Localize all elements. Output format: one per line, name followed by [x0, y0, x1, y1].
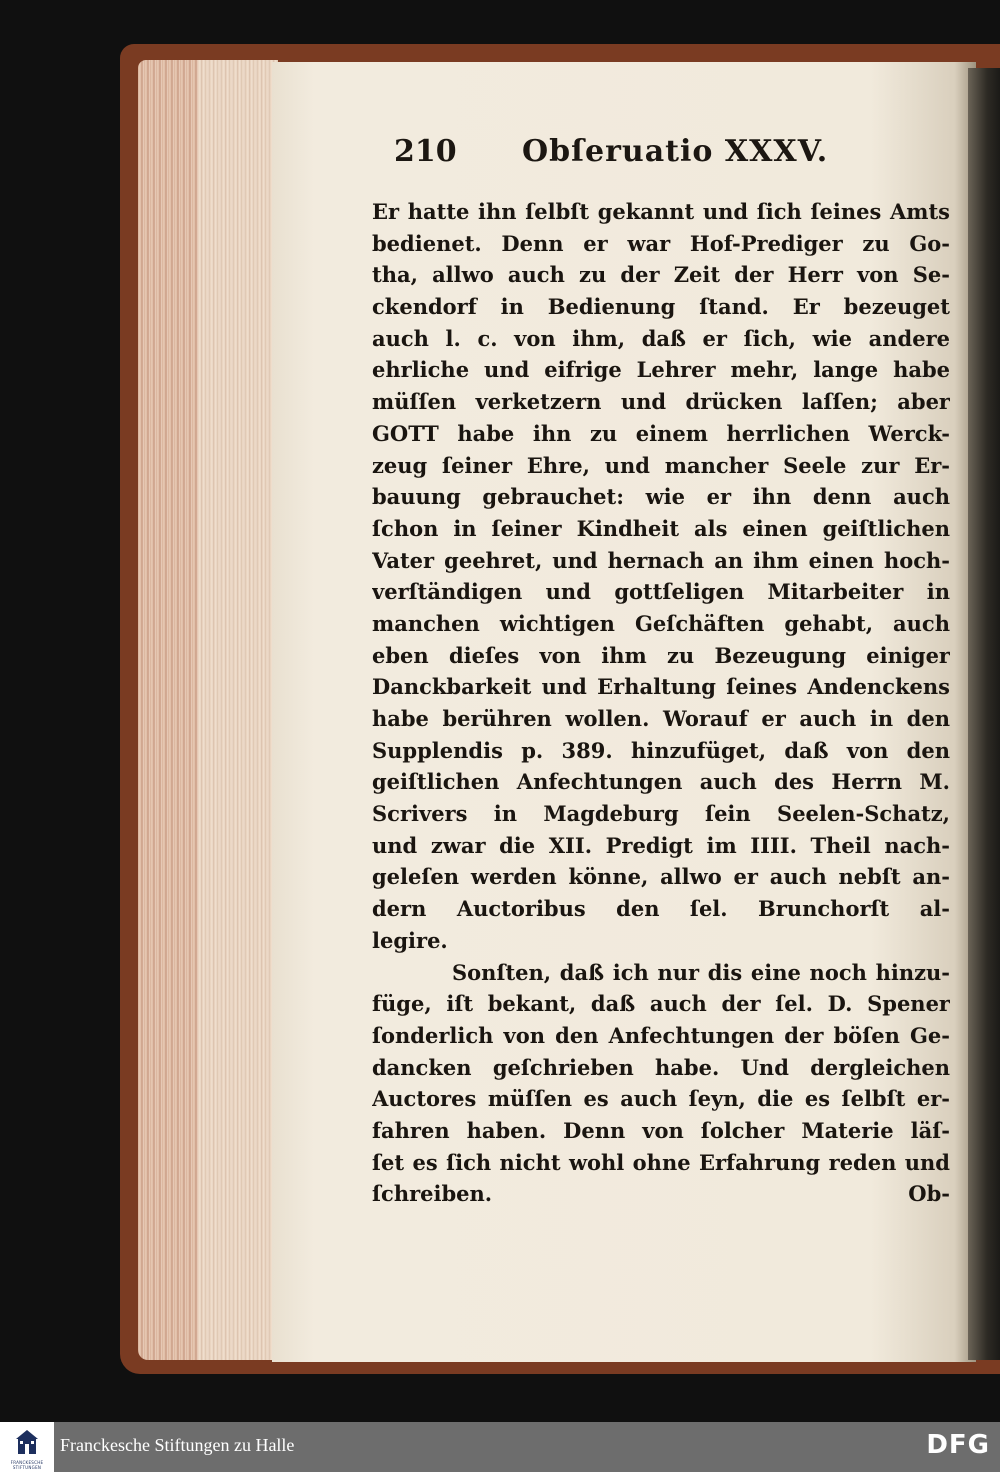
page-number: 210 — [394, 134, 457, 169]
text-line: dancken geſchrieben habe. Und dergleichen — [372, 1054, 950, 1080]
body-text — [372, 196, 950, 1210]
text-line: Sonſten, daß ich nur dis eine noch hinzu- — [452, 959, 950, 985]
text-line: füge, iſt bekant, daß auch der ſel. D. Spener — [372, 991, 950, 1017]
text-line: fahren haben. Denn von ſolcher Materie läſ- — [372, 1117, 950, 1143]
text-line: Vater geehret, und hernach an ihm einen hoch- — [372, 547, 950, 573]
franckesche-stiftungen-logo-icon[interactable] — [0, 1422, 54, 1472]
text-line: ſchon in ſeiner Kindheit als einen geiſtlichen — [372, 515, 950, 541]
running-head: Obſeruatio XXXV. — [522, 134, 829, 169]
text-line: Auctores müſſen es auch ſeyn, die es ſelbſt er- — [372, 1086, 950, 1112]
text-line: müſſen verketzern und drücken laſſen; aber — [372, 389, 950, 415]
text-line: geiſtlichen Anfechtungen auch des Herrn M. — [372, 769, 950, 795]
book-gutter — [968, 68, 1000, 1360]
text-line: verſtändigen und gottſeligen Mitarbeiter in — [372, 579, 950, 605]
text-line: und zwar die XII. Predigt im IIII. Theil nach- — [372, 832, 950, 858]
text-line: ſchreiben. Ob- — [372, 1181, 950, 1207]
text-line: GOTT habe ihn zu einem herrlichen Werck- — [372, 420, 950, 446]
text-line: legire. — [372, 927, 448, 953]
text-line: tha, allwo auch zu der Zeit der Herr von Se- — [372, 262, 950, 288]
footer-bar — [0, 1422, 1000, 1472]
institution-name[interactable]: Franckesche Stiftungen zu Halle — [60, 1435, 295, 1455]
text-line: Supplendis p. 389. hinzufüget, daß von den — [372, 737, 950, 763]
text-line: Er hatte ihn ſelbſt gekannt und ſich ſeines Amts — [372, 199, 950, 224]
text-line: eben dieſes von ihm zu Bezeugung einiger — [372, 642, 950, 668]
text-line: auch l. c. von ihm, daß er ſich, wie andere — [372, 325, 950, 351]
text-line: manchen wichtigen Geſchäften gehabt, auch — [372, 610, 950, 636]
dfg-logo[interactable]: DFG — [926, 1430, 990, 1460]
text-line: bauung gebrauchet: wie er ihn denn auch — [372, 484, 950, 510]
text-line: ſonderlich von den Anfechtungen der böſen Ge- — [372, 1022, 950, 1048]
page-header — [394, 134, 834, 178]
text-line: Danckbarkeit und Erhaltung ſeines Andenckens — [372, 674, 950, 700]
text-line: ehrliche und eifrige Lehrer mehr, lange habe — [372, 357, 950, 383]
text-line: zeug ſeiner Ehre, und mancher Seele zur Er- — [372, 452, 950, 478]
orphanage-building-icon — [14, 1428, 40, 1458]
text-line: ſet es ſich nicht wohl ohne Erfahrung reden und — [372, 1149, 950, 1175]
text-line: ckendorf in Bedienung ſtand. Er bezeuget — [372, 294, 950, 320]
text-line: habe berühren wollen. Worauf er auch in den — [372, 706, 950, 731]
page-edges — [138, 60, 278, 1360]
logo-text: FRANCKESCHE STIFTUNGEN — [10, 1460, 44, 1470]
text-line: dern Auctoribus den ſel. Brunchorſt al- — [372, 896, 950, 922]
text-line: Scrivers in Magdeburg ſein Seelen-Schatz, — [372, 801, 950, 827]
text-line: bedienet. Denn er war Hof-Prediger zu Go- — [372, 230, 950, 256]
text-line: geleſen werden könne, allwo er auch nebſt an- — [372, 864, 950, 890]
